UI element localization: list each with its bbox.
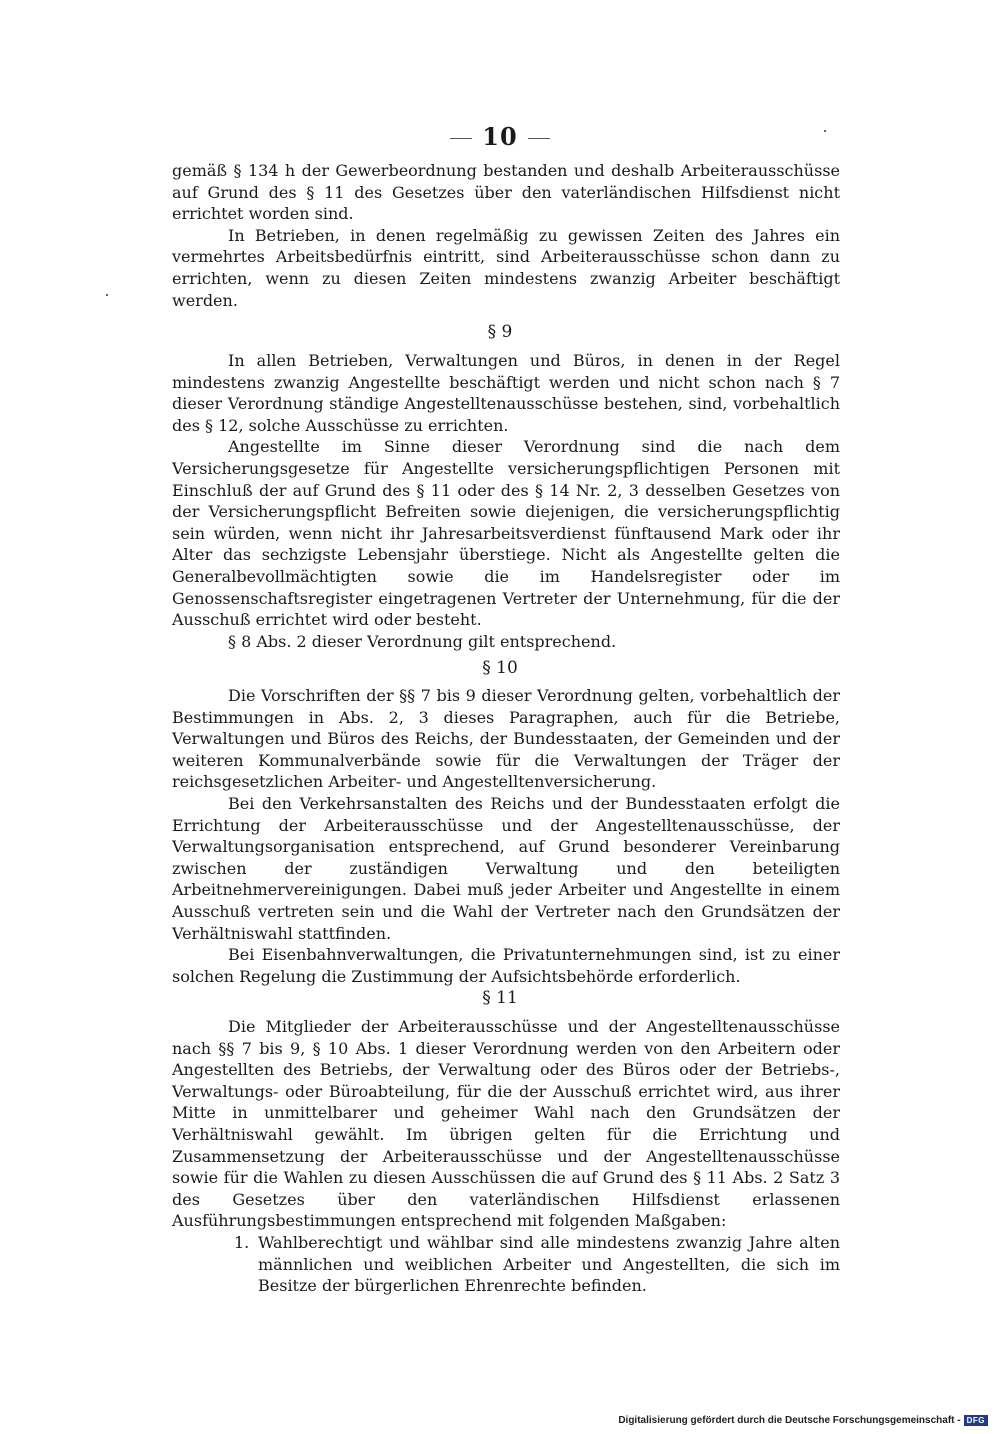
section-9-paragraph-2: Angestellte im Sinne dieser Verordnung sind die nach dem Versicherungsgesetze für Angestellte versicherungspflichtigen Personen mit Einschluß der auf Grund des § 11 oder des § 14 Nr. 2, 3 desselben Gesetzes von der Versicherungspflicht Befreiten sowie diejenigen, die versicherungspflichtig sein würden, wenn nicht ihr Jahresarbeitsverdienst fünftausend Mark oder ihr Alter das sechzigste Lebensjahr überstiege. Nicht als Angestellte gelten die Generalbevollmächtigten sowie die im Handelsregister oder im Genossenschaftsregister eingetragenen Vertreter der Unternehmung, für die der Ausschuß errichtet wird oder besteht.: [172, 437, 840, 630]
section-10-heading: § 10: [482, 658, 518, 678]
digitization-credit-text: Digitalisierung gefördert durch die Deutsche Forschungsgemeinschaft -: [618, 1415, 961, 1426]
scan-speck: [824, 130, 826, 132]
list-item-number: 1.: [234, 1232, 250, 1252]
section-9-paragraph-1: In allen Betrieben, Verwaltungen und Büros, in denen in der Regel mindestens zwanzig Angestellte beschäftigt werden und nicht schon nach § 7 dieser Verordnung ständige Angestelltenausschüsse bestehen, sind, vorbehaltlich des § 12, solche Ausschüsse zu errichten.: [172, 351, 840, 435]
digitization-credit: [618, 1415, 988, 1426]
section-10-paragraph-2: Bei den Verkehrsanstalten des Reichs und der Bundesstaaten erfolgt die Errichtung der Arbeiterausschüsse und der Angestelltenausschüsse, der Verwaltungsorganisation entsprechend, auf Grund besonderer Vereinbarung zwischen der zuständigen Verwaltung und den beteiligten Arbeitnehmervereinigungen. Dabei muß jeder Arbeiter und Angestellte in einem Ausschuß vertreten sein und die Wahl der Vertreter nach den Grundsätzen der Verhältniswahl stattfinden.: [172, 793, 840, 943]
dfg-logo: DFG: [964, 1415, 988, 1426]
intro-paragraph-1: gemäß § 134 h der Gewerbeordnung bestanden und deshalb Arbeiterausschüsse auf Grund des § 11 des Gesetzes über den vaterländischen Hilfsdienst nicht errichtet worden sind.: [172, 161, 840, 224]
page-number: [0, 122, 1000, 151]
scan-speck: [106, 294, 108, 296]
section-11-paragraph-1: Die Mitglieder der Arbeiterausschüsse und der Angestelltenausschüsse nach §§ 7 bis 9, § 10 Abs. 1 dieser Verordnung werden von den Arbeitern oder Angestellten des Betriebs, der Verwaltung oder des Büros oder der Betriebs-, Verwaltungs- oder Büroabteilung, für die der Ausschuß errichtet wird, aus ihrer Mitte in unmittelbarer und geheimer Wahl nach den Grundsätzen der Verhältniswahl gewählt. Im übrigen gelten für die Errichtung und Zusammensetzung der Arbeiterausschüsse und der Angestelltenausschüsse sowie für die Wahlen zu diesen Ausschüssen die auf Grund des § 11 Abs. 2 Satz 3 des Gesetzes über den vaterländischen Hilfsdienst erlassenen Ausführungsbestimmungen entsprechend mit folgenden Maßgaben:: [172, 1017, 840, 1231]
section-10-paragraph-1: Die Vorschriften der §§ 7 bis 9 dieser Verordnung gelten, vorbehaltlich der Bestimmungen in Abs. 2, 3 dieses Paragraphen, auch für die Betriebe, Verwaltungen und Büros des Reichs, der Bundesstaaten, der Gemeinden und der weiteren Kommunalverbände sowie für die Verwaltungen der Träger der reichsgesetzlichen Arbeiter- und Angestelltenversicherung.: [172, 686, 840, 792]
intro-paragraph-2: In Betrieben, in denen regelmäßig zu gewissen Zeiten des Jahres ein vermehrtes Arbeitsbedürfnis eintritt, sind Arbeiterausschüsse schon dann zu errichten, wenn zu diesen Zeiten mindestens zwanzig Arbeiter beschäftigt werden.: [172, 225, 840, 310]
page-number-dash-right: [528, 138, 550, 139]
section-9-text: [172, 350, 840, 652]
section-11-heading: § 11: [482, 988, 518, 1008]
intro-text: [172, 160, 840, 311]
section-10-text: [172, 685, 840, 987]
page-number-dash-left: [450, 138, 472, 139]
section-10-paragraph-3: Bei Eisenbahnverwaltungen, die Privatunternehmungen sind, ist zu einer solchen Regelung die Zustimmung der Aufsichtsbehörde erforderlich.: [172, 945, 840, 986]
page-number-value: 10: [482, 122, 518, 151]
section-11-text: [172, 1016, 840, 1297]
section-9-heading: § 9: [487, 322, 513, 342]
list-item-text: Wahlberechtigt und wählbar sind alle mindestens zwanzig Jahre alten männlichen und weiblichen Arbeiter und Angestellten, die sich im Besitze der bürgerlichen Ehrenrechte befinden.: [258, 1232, 840, 1296]
list-item: [234, 1232, 840, 1297]
section-9-paragraph-3: § 8 Abs. 2 dieser Verordnung gilt entsprechend.: [228, 631, 617, 651]
